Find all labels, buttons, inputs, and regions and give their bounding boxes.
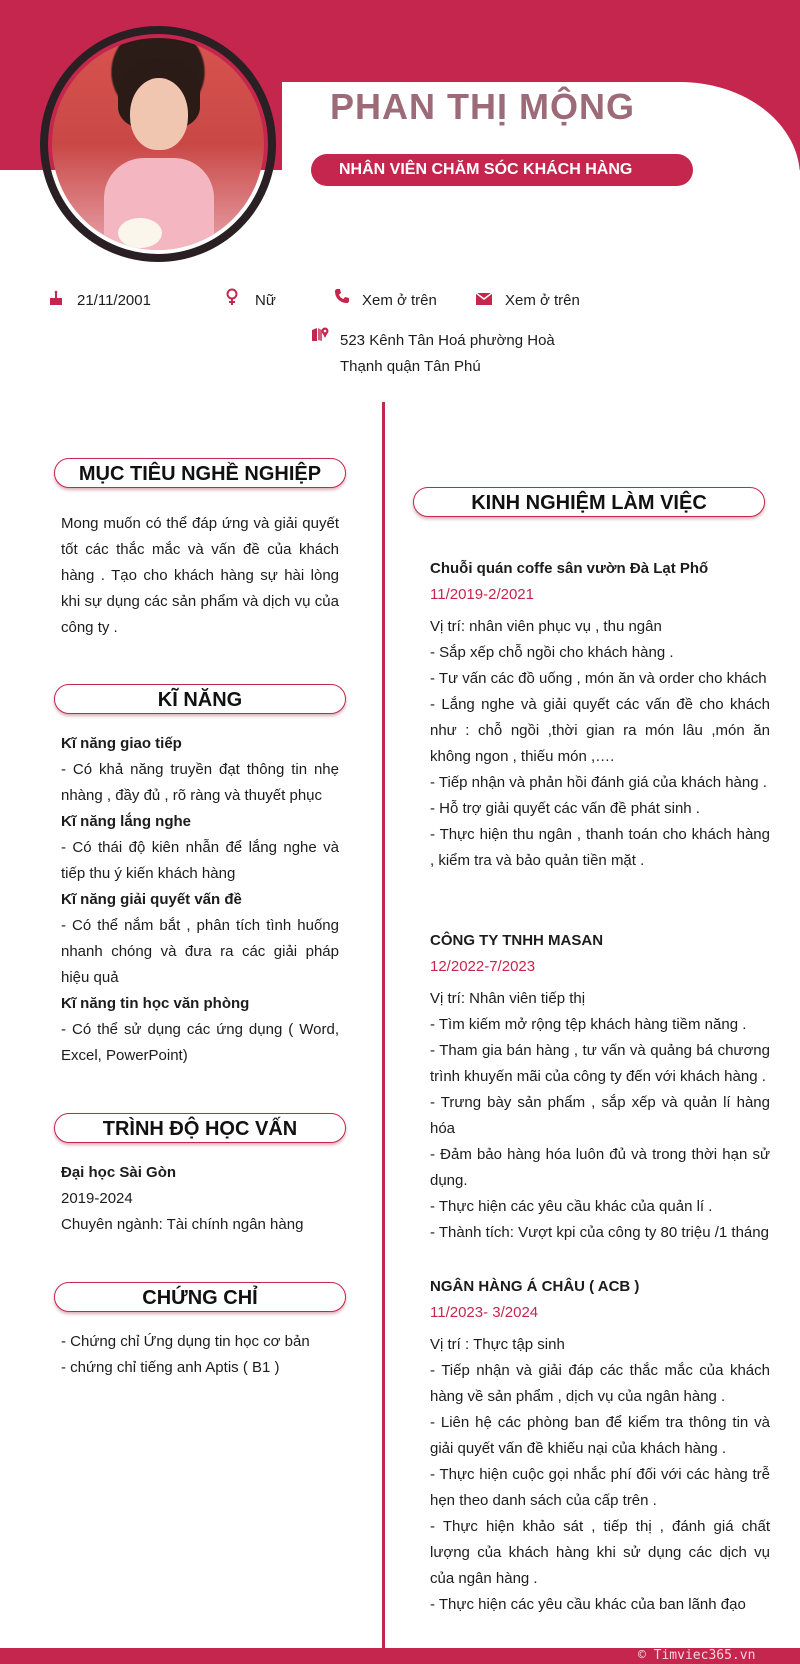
phone-icon — [334, 288, 350, 309]
job-line: - Tư vấn các đồ uống , món ăn và order cho khách — [430, 670, 767, 687]
school-name: Đại học Sài Gòn — [61, 1164, 177, 1181]
job-line: - Tiếp nhận và phản hồi đánh giá của khách hàng . — [430, 774, 767, 791]
map-location-icon — [311, 326, 329, 347]
skill-name: Kĩ năng giao tiếp — [61, 735, 182, 752]
email-icon — [476, 292, 492, 310]
avatar — [52, 38, 264, 250]
gender-value: Nữ — [255, 292, 276, 309]
skill-desc: - Có khả năng truyền đạt thông tin nhẹ nhàng , đầy đủ , rõ ràng và thuyết phục — [61, 761, 339, 804]
job-line: - Thực hiện cuộc gọi nhắc phí đối với các hàng trễ hẹn theo danh sách của cấp trên . — [430, 1466, 770, 1509]
job-line: - Sắp xếp chỗ ngồi cho khách hàng . — [430, 644, 674, 661]
skill-desc: - Có thái độ kiên nhẫn để lắng nghe và tiếp thu ý kiến khách hàng — [61, 839, 339, 882]
section-title-skills: KĨ NĂNG — [54, 684, 346, 714]
job-title-badge: NHÂN VIÊN CHĂM SÓC KHÁCH HÀNG — [311, 154, 693, 186]
skill-desc: - Có thể nắm bắt , phân tích tình huống nhanh chóng và đưa ra các giải pháp hiệu quả — [61, 917, 339, 986]
job-entry-1 — [430, 556, 770, 874]
job-date: 11/2023- 3/2024 — [430, 1304, 539, 1321]
job-entry-3 — [430, 1274, 770, 1618]
column-divider — [382, 402, 385, 1648]
job-company: Chuỗi quán coffe sân vườn Đà Lạt Phố — [430, 560, 709, 577]
job-line: - Liên hệ các phòng ban để kiểm tra thông tin và giải quyết vấn đề khiếu nại của khách hàng . — [430, 1414, 770, 1457]
birthday-value: 21/11/2001 — [77, 292, 151, 309]
gender-icon — [224, 288, 240, 311]
education-years: 2019-2024 — [61, 1190, 133, 1207]
email-value: Xem ở trên — [505, 292, 580, 309]
skill-name: Kĩ năng lắng nghe — [61, 813, 191, 830]
job-line: - Tham gia bán hàng , tư vấn và quảng bá chương trình khuyến mãi của công ty đến với khách hàng . — [430, 1042, 770, 1085]
section-title-certificates: CHỨNG CHỈ — [54, 1282, 346, 1312]
job-line: - Lắng nghe và giải quyết các vấn đề cho khách như : chỗ ngồi ,thời gian ra món lâu ,món ăn không ngon , thiếu món ,…. — [430, 696, 770, 765]
certificates-list — [61, 1329, 339, 1381]
section-title-objective: MỤC TIÊU NGHỀ NGHIỆP — [54, 458, 346, 488]
job-date: 11/2019-2/2021 — [430, 586, 534, 603]
birthday-cake-icon — [48, 290, 64, 311]
objective-text: Mong muốn có thể đáp ứng và giải quyết tốt các thắc mắc và vấn đề của khách hàng . Tạo cho khách hàng sự hài lòng khi sự dụng các sản phẩm và dịch vụ của công ty . — [61, 515, 339, 636]
job-line: - Thực hiện các yêu cầu khác của quản lí . — [430, 1198, 713, 1215]
job-date: 12/2022-7/2023 — [430, 958, 536, 975]
address — [340, 328, 555, 380]
job-line: - Đảm bảo hàng hóa luôn đủ và trong thời hạn sử dụng. — [430, 1146, 770, 1189]
skill-desc: - Có thể sử dụng các ứng dụng ( Word, Excel, PowerPoint) — [61, 1021, 339, 1064]
certificate-item: - chứng chỉ tiếng anh Aptis ( B1 ) — [61, 1359, 280, 1376]
watermark: © Timviec365.vn — [638, 1648, 756, 1663]
job-entry-2 — [430, 928, 770, 1246]
job-line: Vị trí: Nhân viên tiếp thị — [430, 990, 586, 1007]
candidate-name: PHAN THỊ MỘNG — [330, 86, 635, 127]
job-line: - Thành tích: Vượt kpi của công ty 80 triệu /1 tháng — [430, 1224, 769, 1241]
job-line: - Thực hiện các yêu cầu khác của ban lãnh đạo — [430, 1596, 746, 1613]
skill-name: Kĩ năng giải quyết vấn đề — [61, 891, 242, 908]
certificate-item: - Chứng chỉ Ứng dụng tin học cơ bản — [61, 1333, 310, 1350]
job-line: - Tiếp nhận và giải đáp các thắc mắc của khách hàng về sản phẩm , dịch vụ của ngân hàng . — [430, 1362, 770, 1405]
section-title-experience: KINH NGHIỆM LÀM VIỆC — [413, 487, 765, 517]
job-line: Vị trí: nhân viên phục vụ , thu ngân — [430, 618, 662, 635]
section-title-education: TRÌNH ĐỘ HỌC VẤN — [54, 1113, 346, 1143]
address-line-1: 523 Kênh Tân Hoá phường Hoà — [340, 332, 555, 349]
education-block — [61, 1160, 339, 1238]
job-line: - Trưng bày sản phẩm , sắp xếp và quản lí hàng hóa — [430, 1094, 770, 1137]
job-line: Vị trí : Thực tập sinh — [430, 1336, 565, 1353]
phone-value: Xem ở trên — [362, 292, 437, 309]
job-line: - Tìm kiếm mở rộng tệp khách hàng tiềm năng . — [430, 1016, 747, 1033]
job-company: CÔNG TY TNHH MASAN — [430, 932, 604, 949]
education-major: Chuyên ngành: Tài chính ngân hàng — [61, 1216, 304, 1233]
skills-list — [61, 731, 339, 1069]
job-company: NGÂN HÀNG Á CHÂU ( ACB ) — [430, 1278, 640, 1295]
job-line: - Thực hiện khảo sát , tiếp thị , đánh giá chất lượng của khách hàng khi sử dụng các dịch vụ của ngân hàng . — [430, 1518, 770, 1587]
address-line-2: Thạnh quận Tân Phú — [340, 358, 481, 375]
job-line: - Thực hiện thu ngân , thanh toán cho khách hàng , kiểm tra và bảo quản tiền mặt . — [430, 826, 770, 869]
skill-name: Kĩ năng tin học văn phòng — [61, 995, 250, 1012]
job-line: - Hỗ trợ giải quyết các vấn đề phát sinh . — [430, 800, 700, 817]
